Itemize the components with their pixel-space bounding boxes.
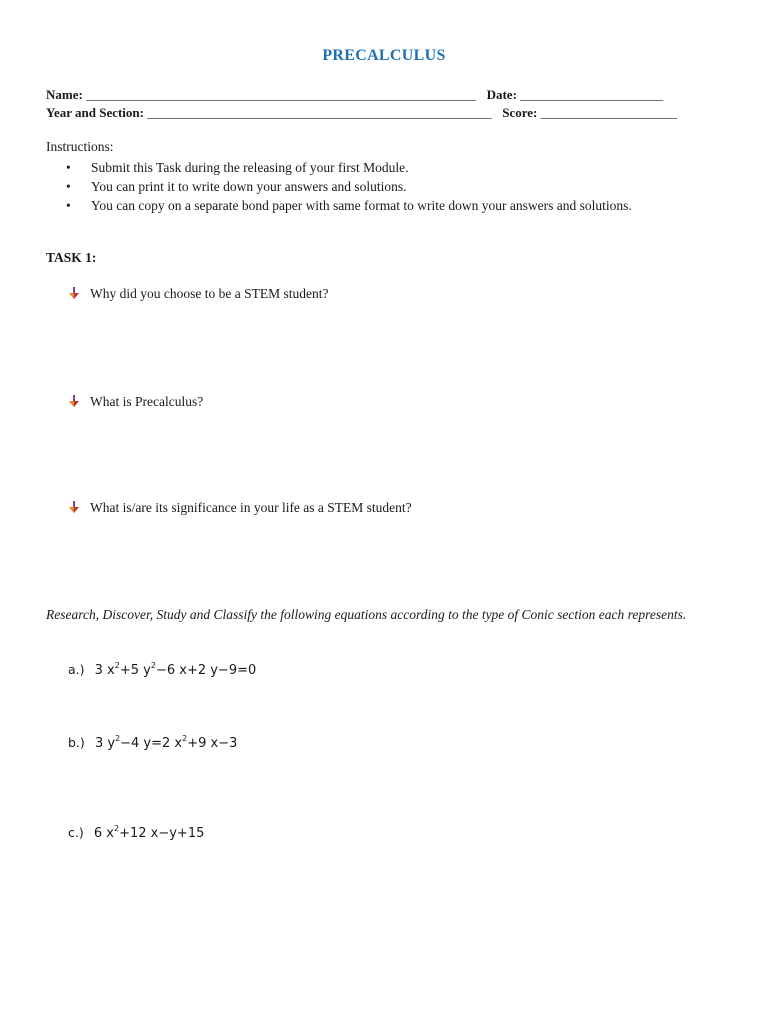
equation-item [68, 825, 204, 841]
task-heading: TASK 1: [46, 250, 97, 265]
question-text: What is Precalculus? [90, 394, 204, 409]
name-label: Name: [46, 87, 83, 102]
name-date-line [46, 87, 663, 103]
equation-part: +9 x−3 [187, 736, 238, 751]
exponent: 2 [114, 661, 120, 670]
arrow-down-icon [68, 287, 80, 299]
equation-part: 3 y [94, 736, 116, 751]
score-label: Score: [502, 105, 538, 120]
instruction-text: Submit this Task during the releasing of your first Module. [91, 160, 409, 175]
equation-label: c.) [68, 825, 84, 840]
section-score-line [46, 105, 677, 121]
bullet-icon: • [66, 160, 71, 175]
bullet-icon: • [66, 179, 71, 194]
equation-part: 6 x [93, 826, 114, 841]
section-field[interactable]: _____________________________________________________ [147, 105, 492, 120]
page-title: PRECALCULUS [322, 47, 446, 64]
bullet-icon: • [66, 198, 71, 213]
arrow-down-icon [68, 501, 80, 513]
question-text: What is/are its significance in your life as a STEM student? [90, 500, 412, 515]
instructions-list [46, 158, 632, 215]
equation-label: a.) [68, 662, 85, 677]
research-instructions: Research, Discover, Study and Classify the following equations according to the type of Conic section each represents. [46, 607, 687, 622]
equation-item [68, 662, 256, 678]
name-field[interactable]: ____________________________________________________________ [86, 87, 477, 102]
score-field[interactable]: _____________________ [540, 105, 678, 120]
equation-part: −6 x+2 y−9=0 [155, 663, 257, 678]
question-item [68, 500, 412, 516]
instructions-heading: Instructions: [46, 139, 114, 154]
arrow-down-icon [68, 395, 80, 407]
exponent: 2 [182, 734, 188, 743]
instruction-text: You can copy on a separate bond paper with same format to write down your answers and solutions. [91, 198, 632, 213]
exponent: 2 [113, 824, 120, 833]
list-item [46, 196, 632, 215]
list-item [46, 158, 632, 177]
question-item [68, 286, 328, 302]
section-label: Year and Section: [46, 105, 144, 120]
equation-part: −4 y=2 x [120, 736, 183, 751]
exponent: 2 [150, 661, 156, 670]
date-field[interactable]: ______________________ [520, 87, 664, 102]
list-item [46, 177, 632, 196]
equation-part: +5 y [119, 663, 151, 678]
equation-part: 3 x [94, 663, 115, 678]
question-text: Why did you choose to be a STEM student? [90, 286, 329, 301]
exponent: 2 [115, 734, 121, 743]
equation-label: b.) [68, 735, 85, 750]
date-label: Date: [486, 87, 517, 102]
equation-part: +12 x−y+15 [119, 826, 205, 841]
equation-item [68, 735, 237, 751]
instruction-text: You can print it to write down your answers and solutions. [91, 179, 407, 194]
question-item [68, 394, 203, 410]
